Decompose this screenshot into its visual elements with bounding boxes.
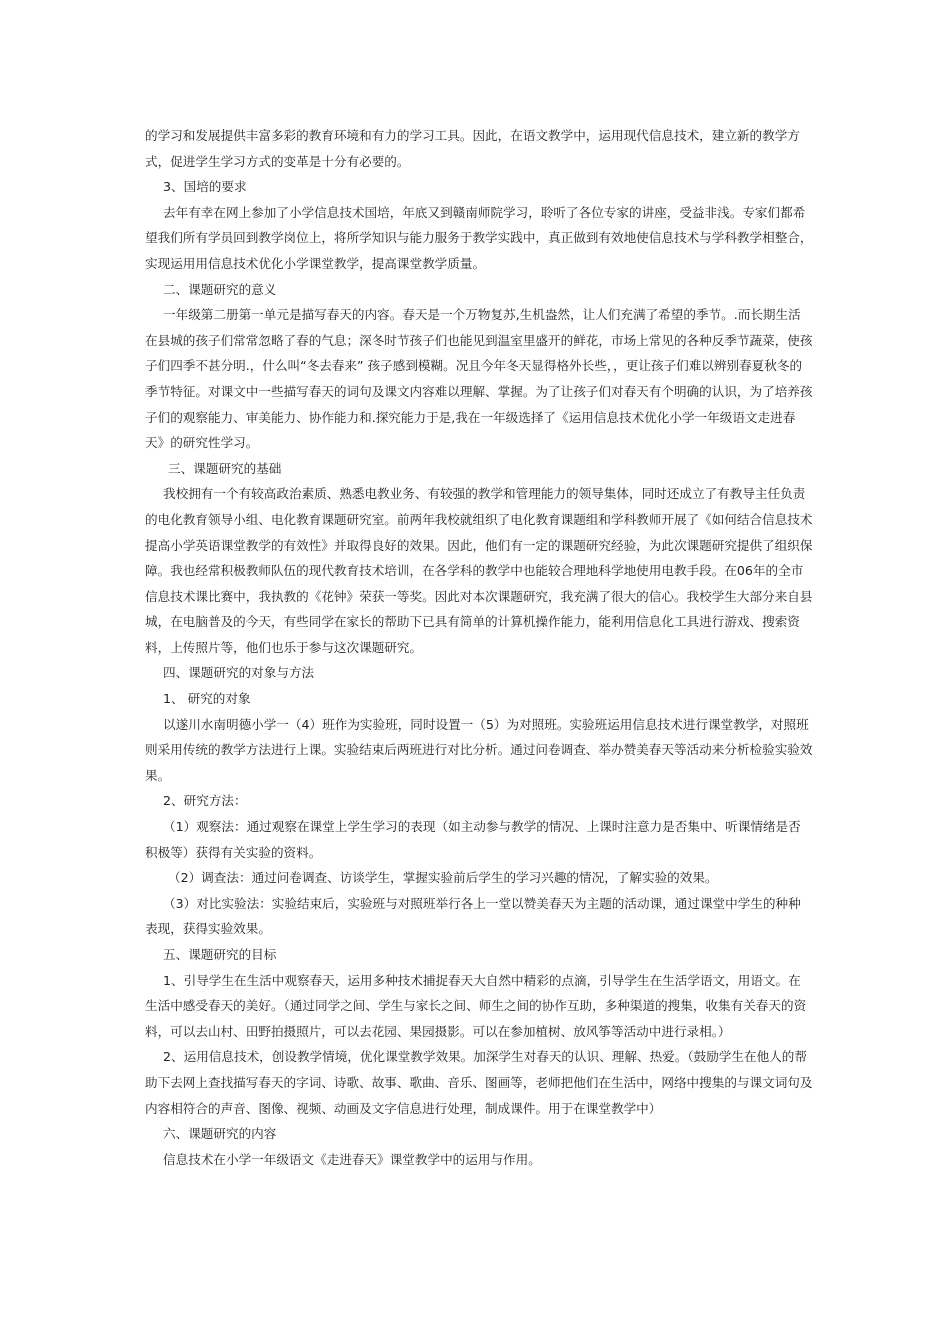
paragraph-foundation: 我校拥有一个有较高政治素质、熟悉电教业务、有较强的教学和管理能力的领导集体，同时还成立了有教导主任负责的电化教育领导小组、电化教育课题研究室。前两年我校就组织了电化教育课题组和学科教师开展了《如何结合信息技术提高小学英语课堂教学的有效性》并取得良好的效果。因此，他们有一定的课题研究经验，为此次课题研究提供了组织保障。我也经常积极教师队伍的现代教育技术培训，在各学科的教学中也能较合理地科学地使用电教手段。在06年的全市信息技术课比赛中，我执教的《花钟》荣获一等奖。因此对本次课题研究，我充满了很大的信心。我校学生大部分来自县城，在电脑普及的今天，有些同学在家长的帮助下已具有简单的计算机操作能力，能利用信息化工具进行游戏、搜索资料，上传照片等，他们也乐于参与这次课题研究。 xyxy=(145,486,813,655)
paragraph-national-training: 去年有幸在网上参加了小学信息技术国培，年底又到赣南师院学习，聆听了各位专家的讲座，受益非浅。专家们都希望我们所有学员回到教学岗位上，将所学知识与能力服务于教学实践中，真正做到有效地使信息技术与学科教学相整合，实现运用用信息技术优化小学课堂教学，提高课堂教学质量。 xyxy=(145,204,813,271)
document-body xyxy=(145,123,813,1172)
section-heading-significance: 二、课题研究的意义 xyxy=(163,281,277,297)
section-heading-content: 六、课题研究的内容 xyxy=(163,1126,277,1142)
paragraph-continuation: 的学习和发展提供丰富多彩的教育环境和有力的学习工具。因此，在语文教学中，运用现代信息技术，建立新的教学方式，促进学生学习方式的变革是十分有必要的。 xyxy=(145,128,800,169)
paragraph-research-objects: 以遂川水南明德小学一（4）班作为实验班，同时设置一（5）为对照班。实验班运用信息技术进行课堂教学，对照班则采用传统的教学方法进行上课。实验结束后两班进行对比分析。通过问卷调查、举办赞美春天等活动来分析检验实验效果。 xyxy=(145,716,813,783)
subheading-national-training: 3、国培的要求 xyxy=(163,179,247,195)
subheading-research-objects: 1、 研究的对象 xyxy=(163,691,251,707)
paragraph-content: 信息技术在小学一年级语文《走进春天》课堂教学中的运用与作用。 xyxy=(163,1151,541,1167)
section-heading-foundation: 三、课题研究的基础 xyxy=(168,460,282,476)
paragraph-method-comparison: （3）对比实验法：实验结束后，实验班与对照班举行各上一堂以赞美春天为主题的活动课，通过课堂中学生的种种表现，获得实验效果。 xyxy=(145,895,801,937)
section-heading-objects-methods: 四、课题研究的对象与方法 xyxy=(163,665,315,681)
paragraph-goal-2: 2、运用信息技术，创设教学情境，优化课堂教学效果。加深学生对春天的认识、理解、热爱。（鼓励学生在他人的帮助下去网上查找描写春天的字词、诗歌、故事、歌曲、音乐、图画等，老师把他们在生活中，网络中搜集的与课文词句及内容相符合的声音、图像、视频、动画及文字信息进行处理，制成课件。用于在课堂教学中） xyxy=(145,1049,813,1116)
paragraph-method-survey: （2）调查法：通过问卷调查、访谈学生，掌握实验前后学生的学习兴趣的情况，了解实验的效果。 xyxy=(168,870,718,886)
paragraph-significance: 一年级第二册第一单元是描写春天的内容。春天是一个万物复苏,生机盎然，让人们充满了希望的季节。.而长期生活在县城的孩子们常常忽略了春的气息；深冬时节孩子们也能见到温室里盛开的鲜花，市场上常见的各种反季节蔬菜，使孩子们四季不甚分明.，什么叫“冬去春来” 孩子感到模糊。况且今年冬天显得格外长些，，更让孩子们难以辨别春夏秋冬的季节特征。对课文中一些描写春天的词句及课文内容难以理解、掌握。为了让孩子们对春天有个明确的认识，为了培养孩子们的观察能力、审美能力、协作能力和.探究能力于是,我在一年级选择了《运用信息技术优化小学一年级语文走进春天》的研究性学习。 xyxy=(145,307,813,451)
paragraph-goal-1: 1、引导学生在生活中观察春天，运用多种技术捕捉春天大自然中精彩的点滴，引导学生在生活学语文，用语文。在生活中感受春天的美好。（通过同学之间、学生与家长之间、师生之间的协作互助，多种渠道的搜集，收集有关春天的资料，可以去山村、田野拍摄照片，可以去花园、果园摄影。可以在参加植树、放风筝等活动中进行录相。） xyxy=(145,972,807,1039)
section-heading-goals: 五、课题研究的目标 xyxy=(163,947,277,962)
paragraph-method-observation: （1）观察法：通过观察在课堂上学生学习的表现（如主动参与教学的情况、上课时注意力是否集中、听课情绪是否积极等）获得有关实验的资料。 xyxy=(145,819,801,860)
subheading-research-methods: 2、研究方法： xyxy=(163,793,247,809)
